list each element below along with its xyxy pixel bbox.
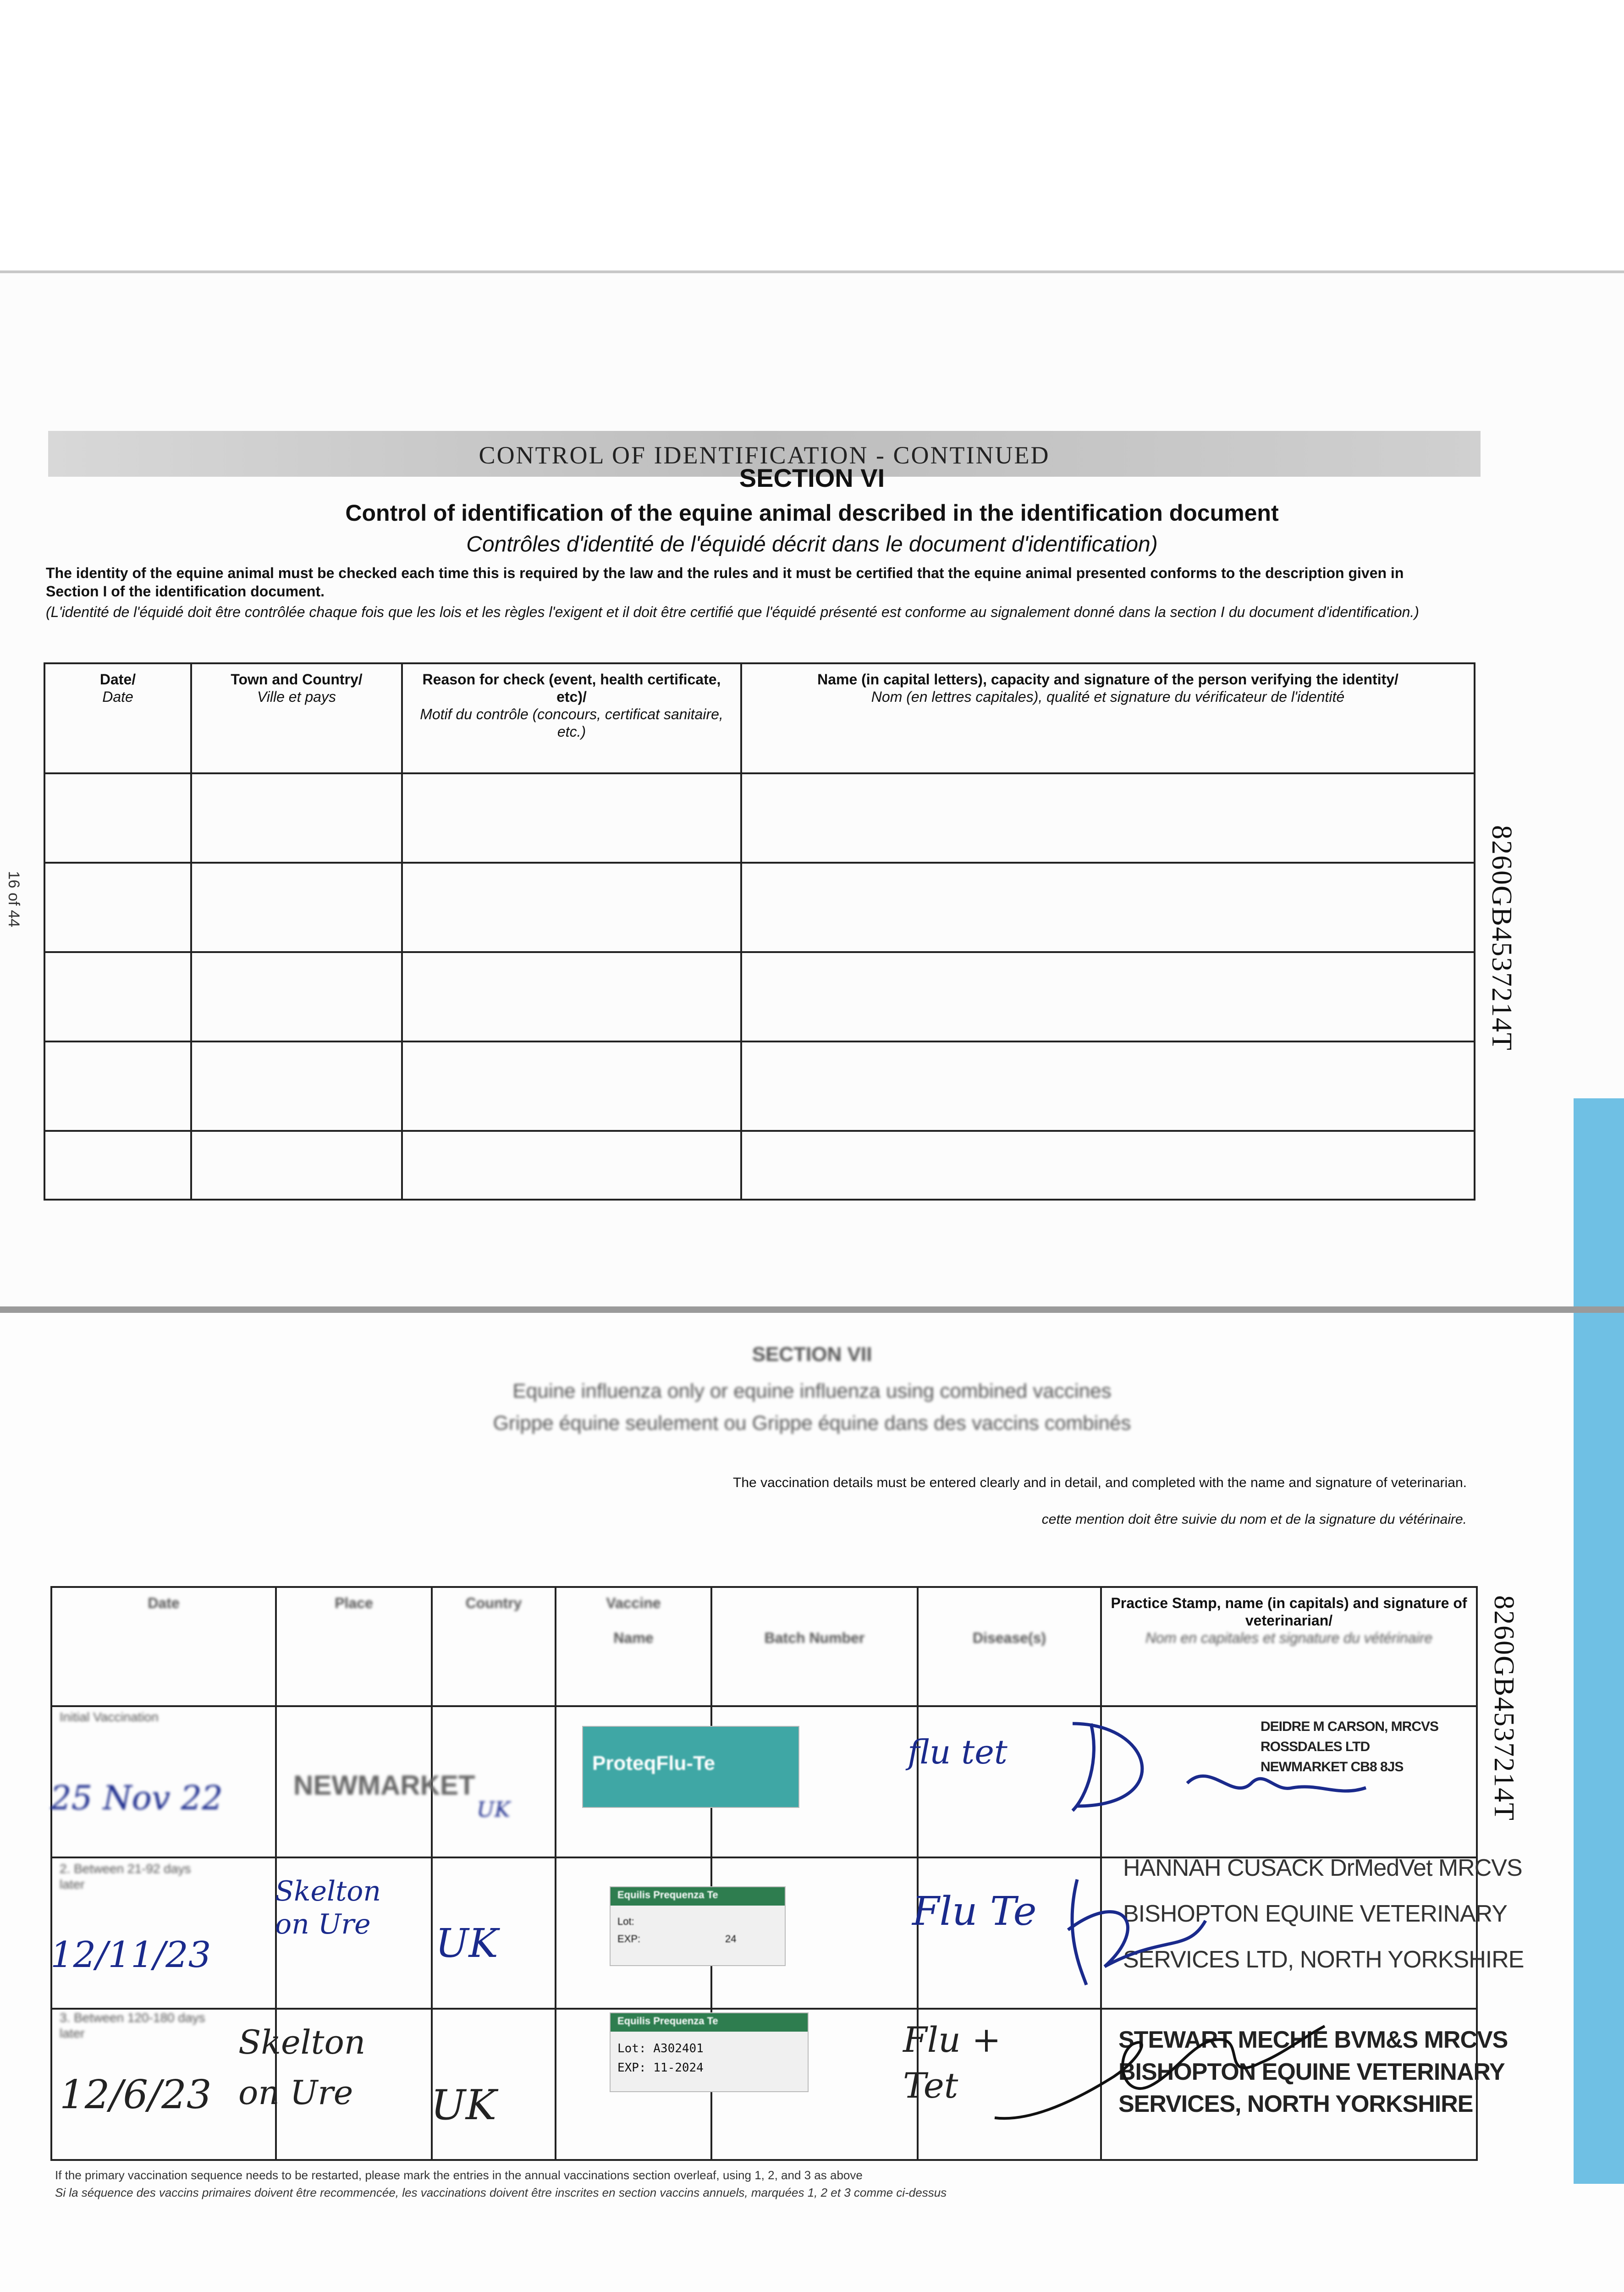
row2-vaccine-sticker	[610, 1886, 786, 1966]
footnote-en: If the primary vaccination sequence needs to be restarted, please mark the entries in the annual vaccinations section overleaf, using 1, 2, and 3 as above	[55, 2168, 863, 2182]
row3-date: 12/6/23	[60, 2072, 212, 2118]
header-reason: Reason for check (event, health certificate, etc)/ Motif du contrôle (concours, certificat sanitaire, etc.)	[402, 663, 741, 773]
passport-number-lower: 8260GB4537214T	[1488, 1595, 1519, 1821]
instruction-fr: (L'identité de l'équidé doit être contrôlée chaque fois que les lois et les règles l'exigent et il doit être certifié que l'équidé présenté est conforme au signalement donné dans la section I du document d'identification.)	[46, 604, 1419, 620]
row1-place: NEWMARKET	[293, 1770, 475, 1801]
instruction-en: The identity of the equine animal must be checked each time this is required by the law and the rules and it must be certified that the equine animal presented conforms to the description given in Section I of the identification document.	[46, 565, 1404, 600]
header-date: Date/ Date	[44, 663, 191, 773]
section-subtitle-fr: Contrôles d'identité de l'équidé décrit dans le document d'identification)	[466, 532, 1158, 556]
table-row	[44, 773, 1475, 863]
row2-date: 12/11/23	[50, 1934, 211, 1976]
row1-vaccine-sticker	[582, 1726, 799, 1808]
table-row	[44, 1041, 1475, 1131]
row1-signature	[1036, 1705, 1448, 1824]
footnote-fr: Si la séquence des vaccins primaires doivent être recommencée, les vaccinations doivent être inscrites en section vaccins annuels, marquées 1, 2 et 3 comme ci-dessus	[55, 2186, 947, 2199]
row2-signature	[1050, 1852, 1233, 1999]
row2-batch-exp: EXP:	[617, 1933, 641, 1945]
row1-date: 25 Nov 22	[50, 1779, 223, 1817]
table-row	[44, 863, 1475, 952]
passport-number-upper: 8260GB4537214T	[1486, 825, 1517, 1051]
table-row	[44, 952, 1475, 1041]
page-number: 16 of 44	[5, 871, 22, 927]
header-town-country: Town and Country/ Ville et pays	[191, 663, 402, 773]
row2-label: 2. Between 21-92 days later	[60, 1862, 191, 1891]
header-vacc-name: Vaccine Name	[556, 1587, 711, 1706]
row3-country: UK	[431, 2081, 497, 2129]
row3-signature	[985, 2008, 1334, 2136]
row2-country: UK	[435, 1921, 498, 1967]
row3-label: 3. Between 120-180 days later	[60, 2011, 205, 2040]
row3-vaccine-sticker	[610, 2012, 809, 2092]
row3-place: Skelton on Ure	[238, 2023, 366, 2112]
section-vii-subtitle-fr: Grippe équine seulement ou Grippe équine dans des vaccins combinés	[493, 1412, 1131, 1434]
row1-country: UK	[477, 1797, 511, 1822]
row1-stamp: DEIDRE M CARSON, MRCVS ROSSDALES LTD NEWMARKET CB8 8JS	[1261, 1719, 1439, 1774]
row3-batch-lot: Lot: A302401	[617, 2042, 704, 2055]
row2-place: Skelton on Ure	[275, 1875, 381, 1940]
header-vacc-batch: Batch Number	[711, 1587, 918, 1706]
row2-disease: Flu Te	[912, 1889, 1037, 1934]
table-row	[44, 1131, 1475, 1200]
row2-vaccine-name: Equilis Prequenza Te	[617, 1889, 718, 1901]
header-vacc-date: Date	[51, 1587, 276, 1706]
row3-batch-exp: EXP: 11-2024	[617, 2061, 704, 2075]
row2-batch-exp-value: 24	[725, 1933, 737, 1945]
header-vacc-country: Country	[432, 1587, 556, 1706]
row3-disease: Flu + Tet	[903, 2019, 1001, 2106]
header-vacc-disease: Disease(s)	[918, 1587, 1101, 1706]
section-vii-subtitle-en: Equine influenza only or equine influenza using combined vaccines	[512, 1380, 1112, 1402]
identity-check-table	[44, 662, 1475, 1201]
table-header-row	[44, 663, 1475, 773]
row2-batch-lot: Lot:	[617, 1916, 634, 1927]
row3-stamp: STEWART MECHIE BVM&S MRCVS BISHOPTON EQUINE VETERINARY SERVICES, NORTH YORKSHIRE	[1118, 2027, 1508, 2117]
blue-edge-strip	[1574, 1098, 1624, 1309]
row1-vaccine-name: ProteqFlu-Te	[592, 1752, 716, 1774]
section-title: SECTION VI	[739, 463, 885, 492]
row1-disease: flu tet	[908, 1733, 1007, 1771]
row3-vaccine-name: Equilis Prequenza Te	[617, 2015, 718, 2027]
row2-stamp: HANNAH CUSACK DrMedVet MRCVS BISHOPTON EQUINE VETERINARY SERVICES LTD, NORTH YORKSHIRE	[1123, 1855, 1524, 1973]
vaccination-header-row	[51, 1587, 1477, 1706]
banner-title: CONTROL OF IDENTIFICATION - CONTINUED	[479, 441, 1050, 469]
blue-edge-strip-lower	[1574, 1313, 1624, 2184]
section-vii-title: SECTION VII	[752, 1343, 872, 1366]
section-vii-instruction-en: The vaccination details must be entered clearly and in detail, and completed with the name and signature of veterinarian.	[733, 1475, 1467, 1490]
header-practice-stamp: Practice Stamp, name (in capitals) and signature of veterinarian/ Nom en capitales et signature du vétérinaire	[1101, 1587, 1477, 1706]
section-subtitle-en: Control of identification of the equine animal described in the identification document	[345, 500, 1279, 526]
header-vacc-place: Place	[276, 1587, 432, 1706]
row1-label: Initial Vaccination	[60, 1710, 159, 1724]
header-verifier: Name (in capital letters), capacity and signature of the person verifying the identity/ Nom (en lettres capitales), qualité et signature du vérificateur de l'identité	[741, 663, 1475, 773]
section-vii-instruction-fr: cette mention doit être suivie du nom et de la signature du vétérinaire.	[1041, 1512, 1467, 1527]
